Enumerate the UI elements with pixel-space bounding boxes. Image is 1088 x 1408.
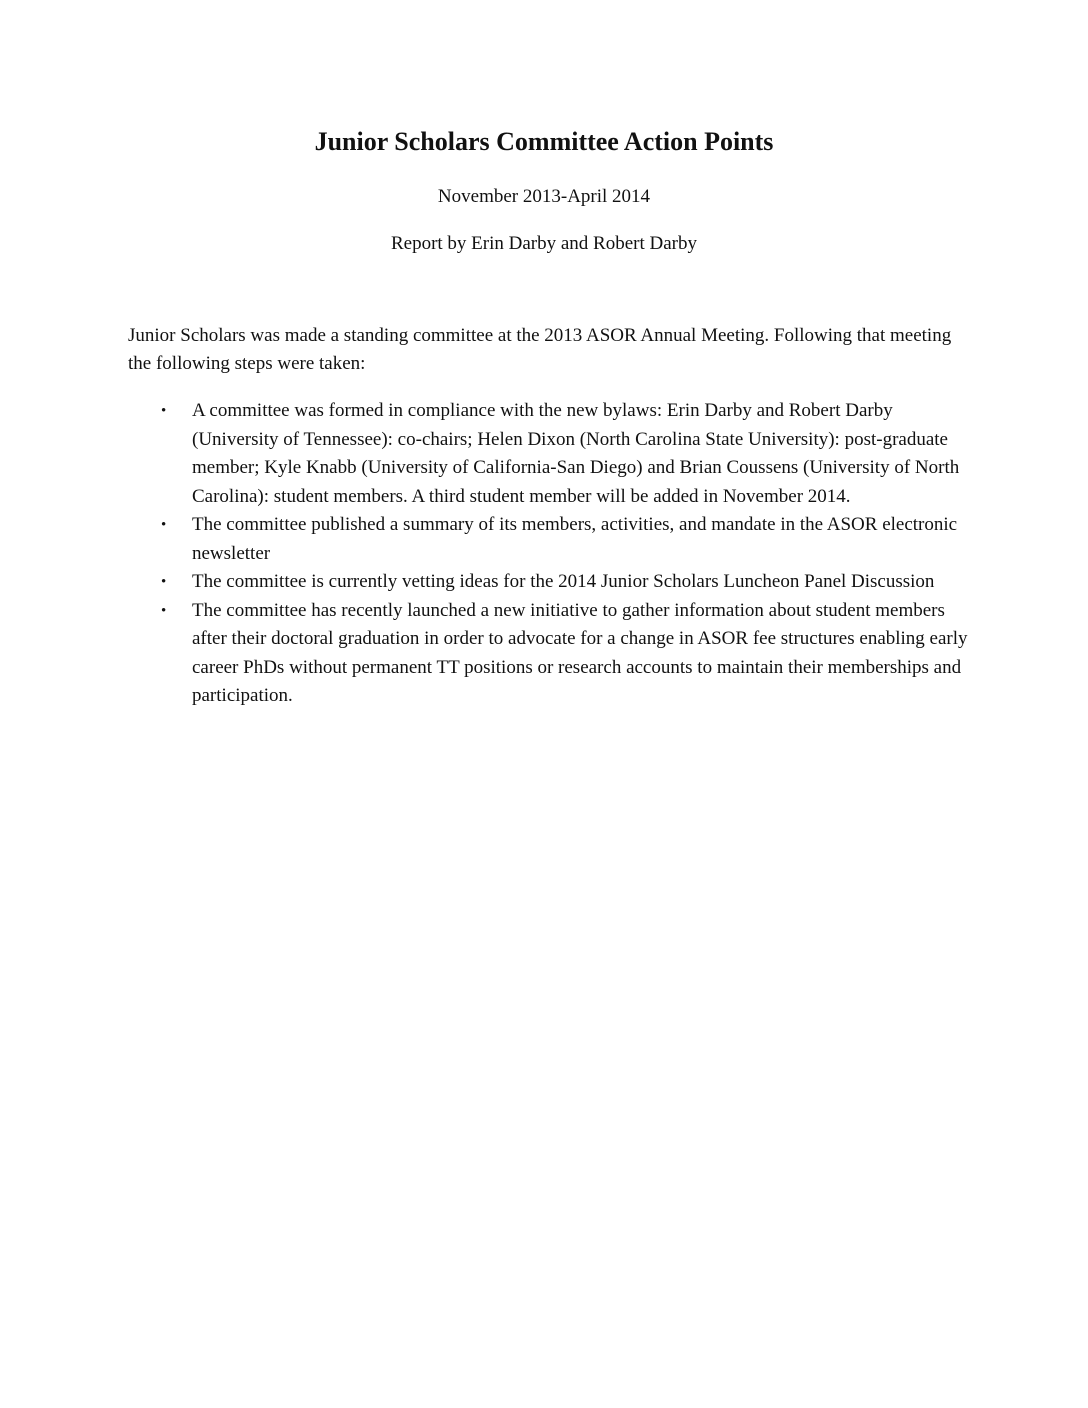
list-item-text: The committee is currently vetting ideas for the 2014 Junior Scholars Luncheon Panel Discussion [192, 571, 935, 592]
intro-paragraph: Junior Scholars was made a standing committee at the 2013 ASOR Annual Meeting. Following that meeting the following steps were taken: [128, 325, 952, 374]
list-item [128, 511, 968, 568]
list-item-text: The committee published a summary of its members, activities, and mandate in the ASOR electronic newsletter [192, 514, 958, 564]
action-points-list [128, 397, 968, 711]
bullet-icon: • [161, 403, 167, 419]
list-item [128, 568, 968, 597]
document-title: Junior Scholars Committee Action Points [314, 127, 774, 156]
bullet-icon: • [161, 517, 167, 533]
list-item [128, 397, 968, 511]
list-item-text: The committee has recently launched a new initiative to gather information about student members after their doctoral graduation in order to advocate for a change in ASOR fee structures enabling early career PhDs without permanent TT positions or research accounts to maintain their memberships and participation. [192, 599, 968, 706]
report-period: November 2013-April 2014 [437, 186, 651, 207]
list-item [128, 597, 968, 711]
report-authors: Report by Erin Darby and Robert Darby [390, 233, 698, 254]
list-item-text: A committee was formed in compliance with the new bylaws: Erin Darby and Robert Darby (University of Tennessee): co-chairs; Helen Dixon (North Carolina State University): post-graduate member; Kyle Knabb (University of California-San Diego) and Brian Coussens (University of North Carolina): student members. A third student member will be added in November 2014. [192, 400, 960, 507]
bullet-icon: • [161, 602, 167, 619]
bullet-icon: • [161, 574, 167, 590]
